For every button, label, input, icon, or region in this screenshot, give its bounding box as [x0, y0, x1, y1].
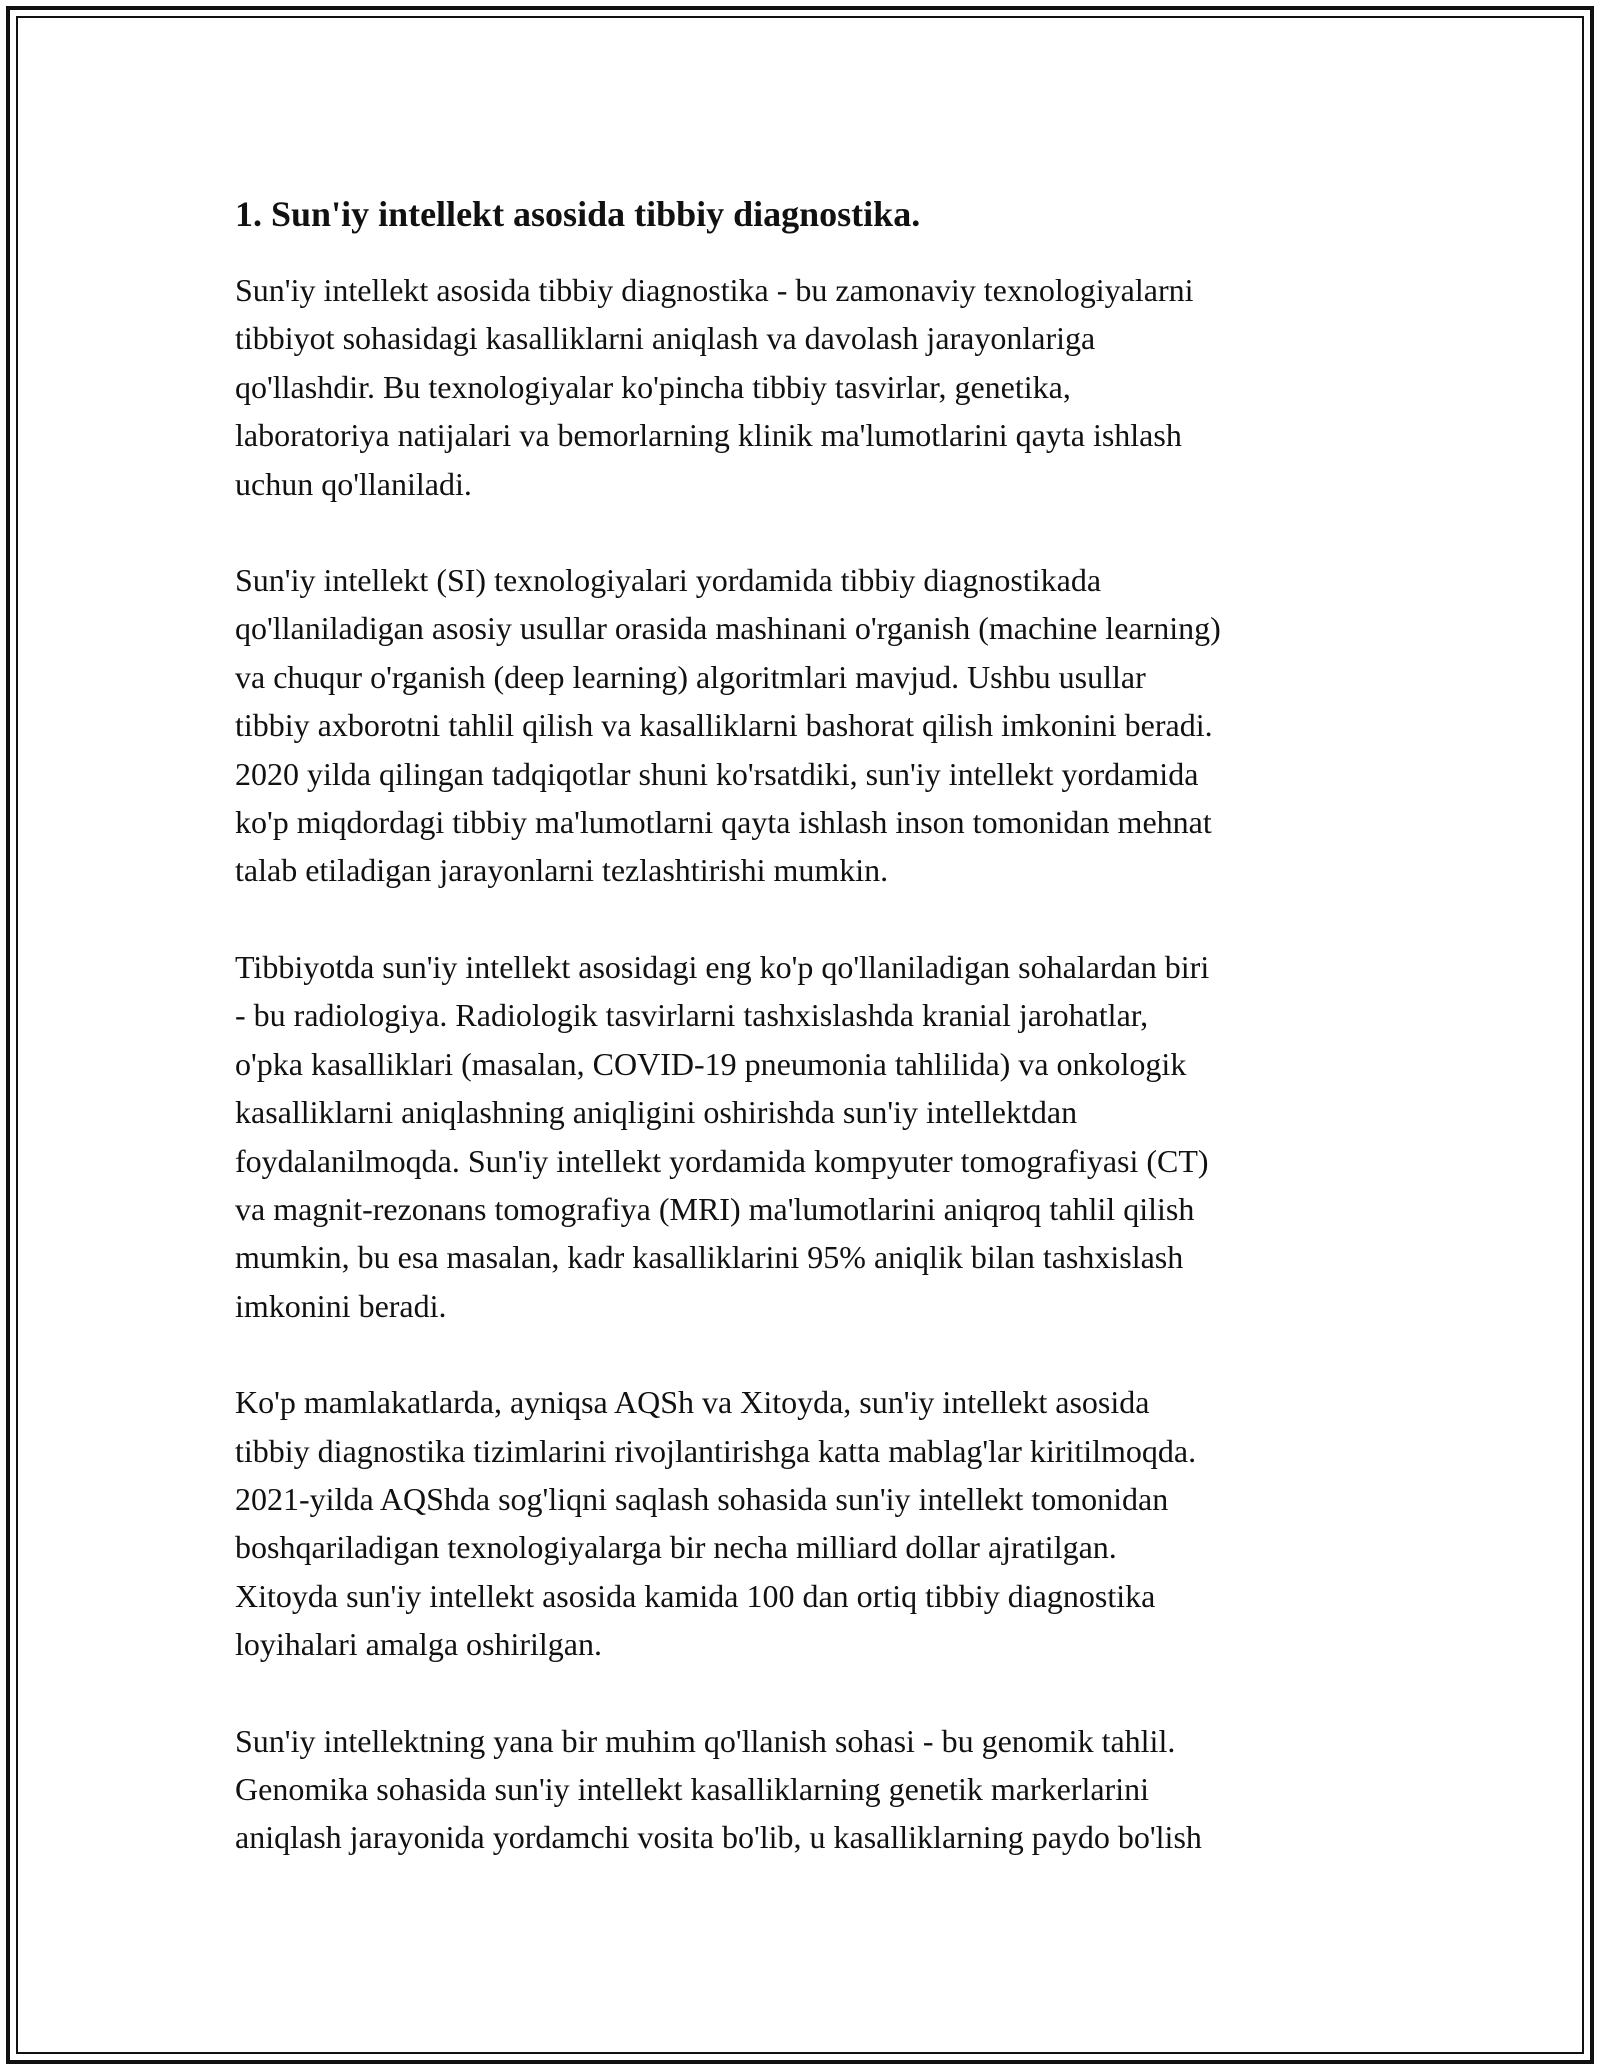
section-title: 1. Sun'iy intellekt asosida tibbiy diagnostika. [235, 194, 921, 234]
text-line: Xitoyda sun'iy intellekt asosida kamida 100 dan ortiq tibbiy diagnostika [235, 1577, 1156, 1614]
text-line: kasalliklarni aniqlashning aniqligini oshirishda sun'iy intellektdan [235, 1094, 1078, 1131]
text-line: 2021-yilda AQShda sog'liqni saqlash sohasida sun'iy intellekt tomonidan [235, 1480, 1169, 1517]
text-line: uchun qo'llaniladi. [235, 465, 472, 502]
text-line: Sun'iy intellekt asosida tibbiy diagnostika - bu zamonaviy texnologiyalarni [235, 272, 1194, 308]
text-line: tibbiy axborotni tahlil qilish va kasalliklarni bashorat qilish imkonini beradi. [235, 707, 1213, 744]
text-line: Tibbiyotda sun'iy intellekt asosidagi eng ko'p qo'llaniladigan sohalardan biri [235, 948, 1210, 985]
paragraph-genomics [235, 1717, 1385, 1862]
document-body [235, 188, 1385, 1910]
text-line: loyihalari amalga oshirilgan. [235, 1626, 602, 1663]
text-line: laboratoriya natijalari va bemorlarning klinik ma'lumotlarini qayta ishlash [235, 417, 1182, 454]
text-line: qo'llashdir. Bu texnologiyalar ko'pincha tibbiy tasvirlar, genetika, [235, 368, 1071, 405]
text-line: boshqariladigan texnologiyalarga bir necha milliard dollar ajratilgan. [235, 1529, 1117, 1566]
text-line: imkonini beradi. [235, 1287, 447, 1324]
text-line: aniqlash jarayonida yordamchi vosita bo'lib, u kasalliklarning paydo bo'lish [235, 1819, 1202, 1856]
text-line: Sun'iy intellekt (SI) texnologiyalari yordamida tibbiy diagnostikada [235, 562, 1102, 599]
text-line: foydalanilmoqda. Sun'iy intellekt yordamida kompyuter tomografiyasi (CT) [235, 1142, 1209, 1179]
paragraph-introduction [235, 266, 1385, 508]
text-line: - bu radiologiya. Radiologik tasvirlarni tashxislashda kranial jarohatlar, [235, 997, 1149, 1034]
paragraph-radiology [235, 943, 1385, 1330]
text-line: talab etiladigan jarayonlarni tezlashtirishi mumkin. [235, 852, 889, 889]
text-line: va magnit-rezonans tomografiya (MRI) ma'lumotlarini aniqroq tahlil qilish [235, 1190, 1195, 1227]
paragraph-investment [235, 1378, 1385, 1668]
text-line: Genomika sohasida sun'iy intellekt kasalliklarning genetik markerlarini [235, 1770, 1149, 1807]
text-line: qo'llaniladigan asosiy usullar orasida mashinani o'rganish (machine learning) [235, 610, 1221, 647]
text-line: Ko'p mamlakatlarda, ayniqsa AQSh va Xitoyda, sun'iy intellekt asosida [235, 1384, 1150, 1421]
text-line: Sun'iy intellektning yana bir muhim qo'llanish sohasi - bu genomik tahlil. [235, 1722, 1176, 1759]
paragraph-methods [235, 556, 1385, 895]
text-line: mumkin, bu esa masalan, kadr kasalliklarini 95% aniqlik bilan tashxislash [235, 1239, 1184, 1276]
text-line: ko'p miqdordagi tibbiy ma'lumotlarni qayta ishlash inson tomonidan mehnat [235, 804, 1212, 841]
text-line: tibbiy diagnostika tizimlarini rivojlantirishga katta mablag'lar kiritilmoqda. [235, 1432, 1197, 1469]
text-line: va chuqur o'rganish (deep learning) algoritmlari mavjud. Ushbu usullar [235, 658, 1146, 695]
text-line: 2020 yilda qilingan tadqiqotlar shuni ko'rsatdiki, sun'iy intellekt yordamida [235, 755, 1199, 792]
text-line: tibbiyot sohasidagi kasalliklarni aniqlash va davolash jarayonlariga [235, 320, 1096, 357]
text-line: o'pka kasalliklari (masalan, COVID-19 pneumonia tahlilida) va onkologik [235, 1045, 1187, 1082]
